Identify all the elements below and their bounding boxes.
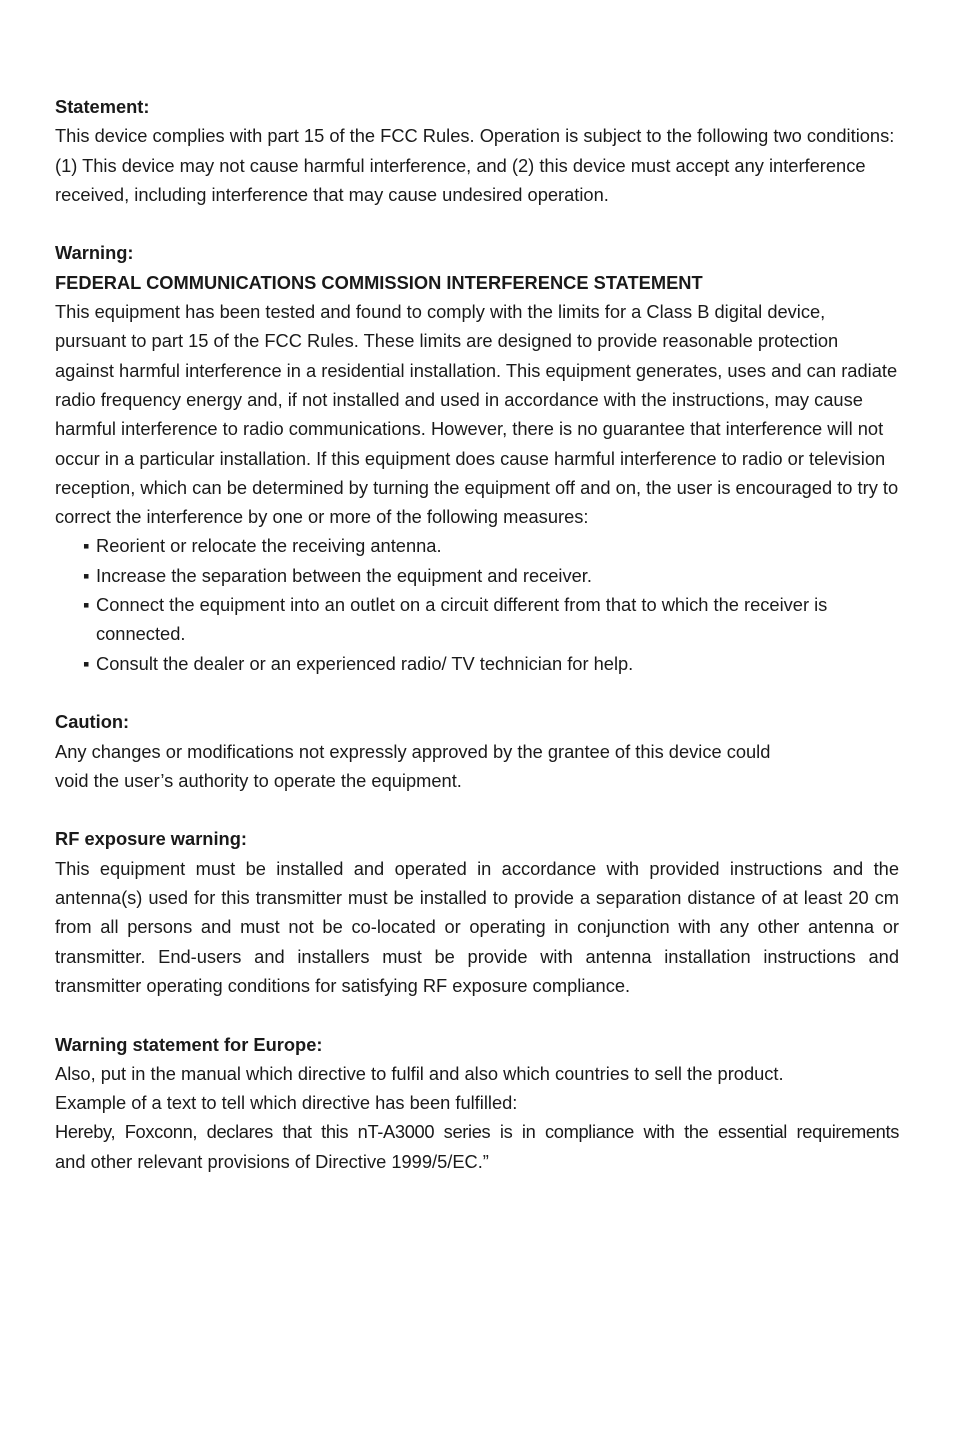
europe-declaration-line: and other relevant provisions of Directive 1999/5/EC.” xyxy=(55,1150,489,1172)
measure-item xyxy=(83,561,899,590)
measure-text: Consult the dealer or an experienced radio/ TV technician for help. xyxy=(96,652,634,674)
bullet-icon: ▪ xyxy=(83,652,90,674)
fcc-interference-heading: FEDERAL COMMUNICATIONS COMMISSION INTERFERENCE STATEMENT xyxy=(55,271,703,293)
measure-text: Connect the equipment into an outlet on a circuit different from that to which the receiver is connected. xyxy=(96,594,828,645)
europe-section xyxy=(55,1030,899,1176)
caution-section xyxy=(55,707,899,795)
europe-declaration-line: Hereby, Foxconn, declares that this nT-A3000 series is in compliance with the essential requirements xyxy=(55,1121,899,1143)
statement-heading: Statement: xyxy=(55,96,150,117)
statement-section xyxy=(55,92,899,209)
europe-heading: Warning statement for Europe: xyxy=(55,1033,323,1055)
measure-item xyxy=(83,590,856,649)
document-page xyxy=(55,92,899,1205)
bullet-icon: ▪ xyxy=(83,564,90,586)
measure-text: Reorient or relocate the receiving antenna. xyxy=(96,535,442,557)
caution-line: Any changes or modifications not expressly approved by the grantee of this device could xyxy=(55,740,771,762)
bullet-icon: ▪ xyxy=(83,594,90,616)
measures-list xyxy=(55,531,899,677)
fcc-interference-text: This equipment has been tested and found to comply with the limits for a Class B digital device, pursuant to part 15 of the FCC Rules. These limits are designed to provide reasonable protection against harmful interference in a residential installation. This equipment generates, uses and can radiate radio frequency energy and, if not installed and used in accordance with the instructions, may cause harmful interference to radio communications. However, there is no guarantee that interference will not occur in a particular installation. If this equipment does cause harmful interference to radio or television reception, which can be determined by turning the equipment off and on, the user is encouraged to try to correct the interference by one or more of the following measures: xyxy=(55,301,899,528)
caution-line: void the user’s authority to operate the equipment. xyxy=(55,769,462,791)
caution-heading: Caution: xyxy=(55,711,130,733)
warning-section xyxy=(55,238,899,677)
measure-text: Increase the separation between the equipment and receiver. xyxy=(96,564,592,586)
rf-exposure-section xyxy=(55,824,899,1000)
statement-text: This device complies with part 15 of the FCC Rules. Operation is subject to the following two conditions: (1) This device may not cause harmful interference, and (2) this device must accept any interference received, including interference that may cause undesired operation. xyxy=(55,125,895,205)
rf-exposure-heading: RF exposure warning: xyxy=(55,828,247,850)
measure-item xyxy=(83,531,899,560)
europe-line: Also, put in the manual which directive to fulfil and also which countries to sell the product. xyxy=(55,1062,784,1084)
rf-exposure-text: This equipment must be installed and operated in accordance with provided instructions and the antenna(s) used for this transmitter must be installed to provide a separation distance of at least 20 cm from all persons and must not be co-located or operating in conjunction with any other antenna or transmitter. End-users and installers must be provide with antenna installation instructions and transmitter operating conditions for satisfying RF exposure compliance. xyxy=(55,857,899,996)
bullet-icon: ▪ xyxy=(83,535,90,557)
europe-line: Example of a text to tell which directive has been fulfilled: xyxy=(55,1092,518,1114)
warning-heading: Warning: xyxy=(55,242,134,264)
measure-item xyxy=(83,649,899,678)
